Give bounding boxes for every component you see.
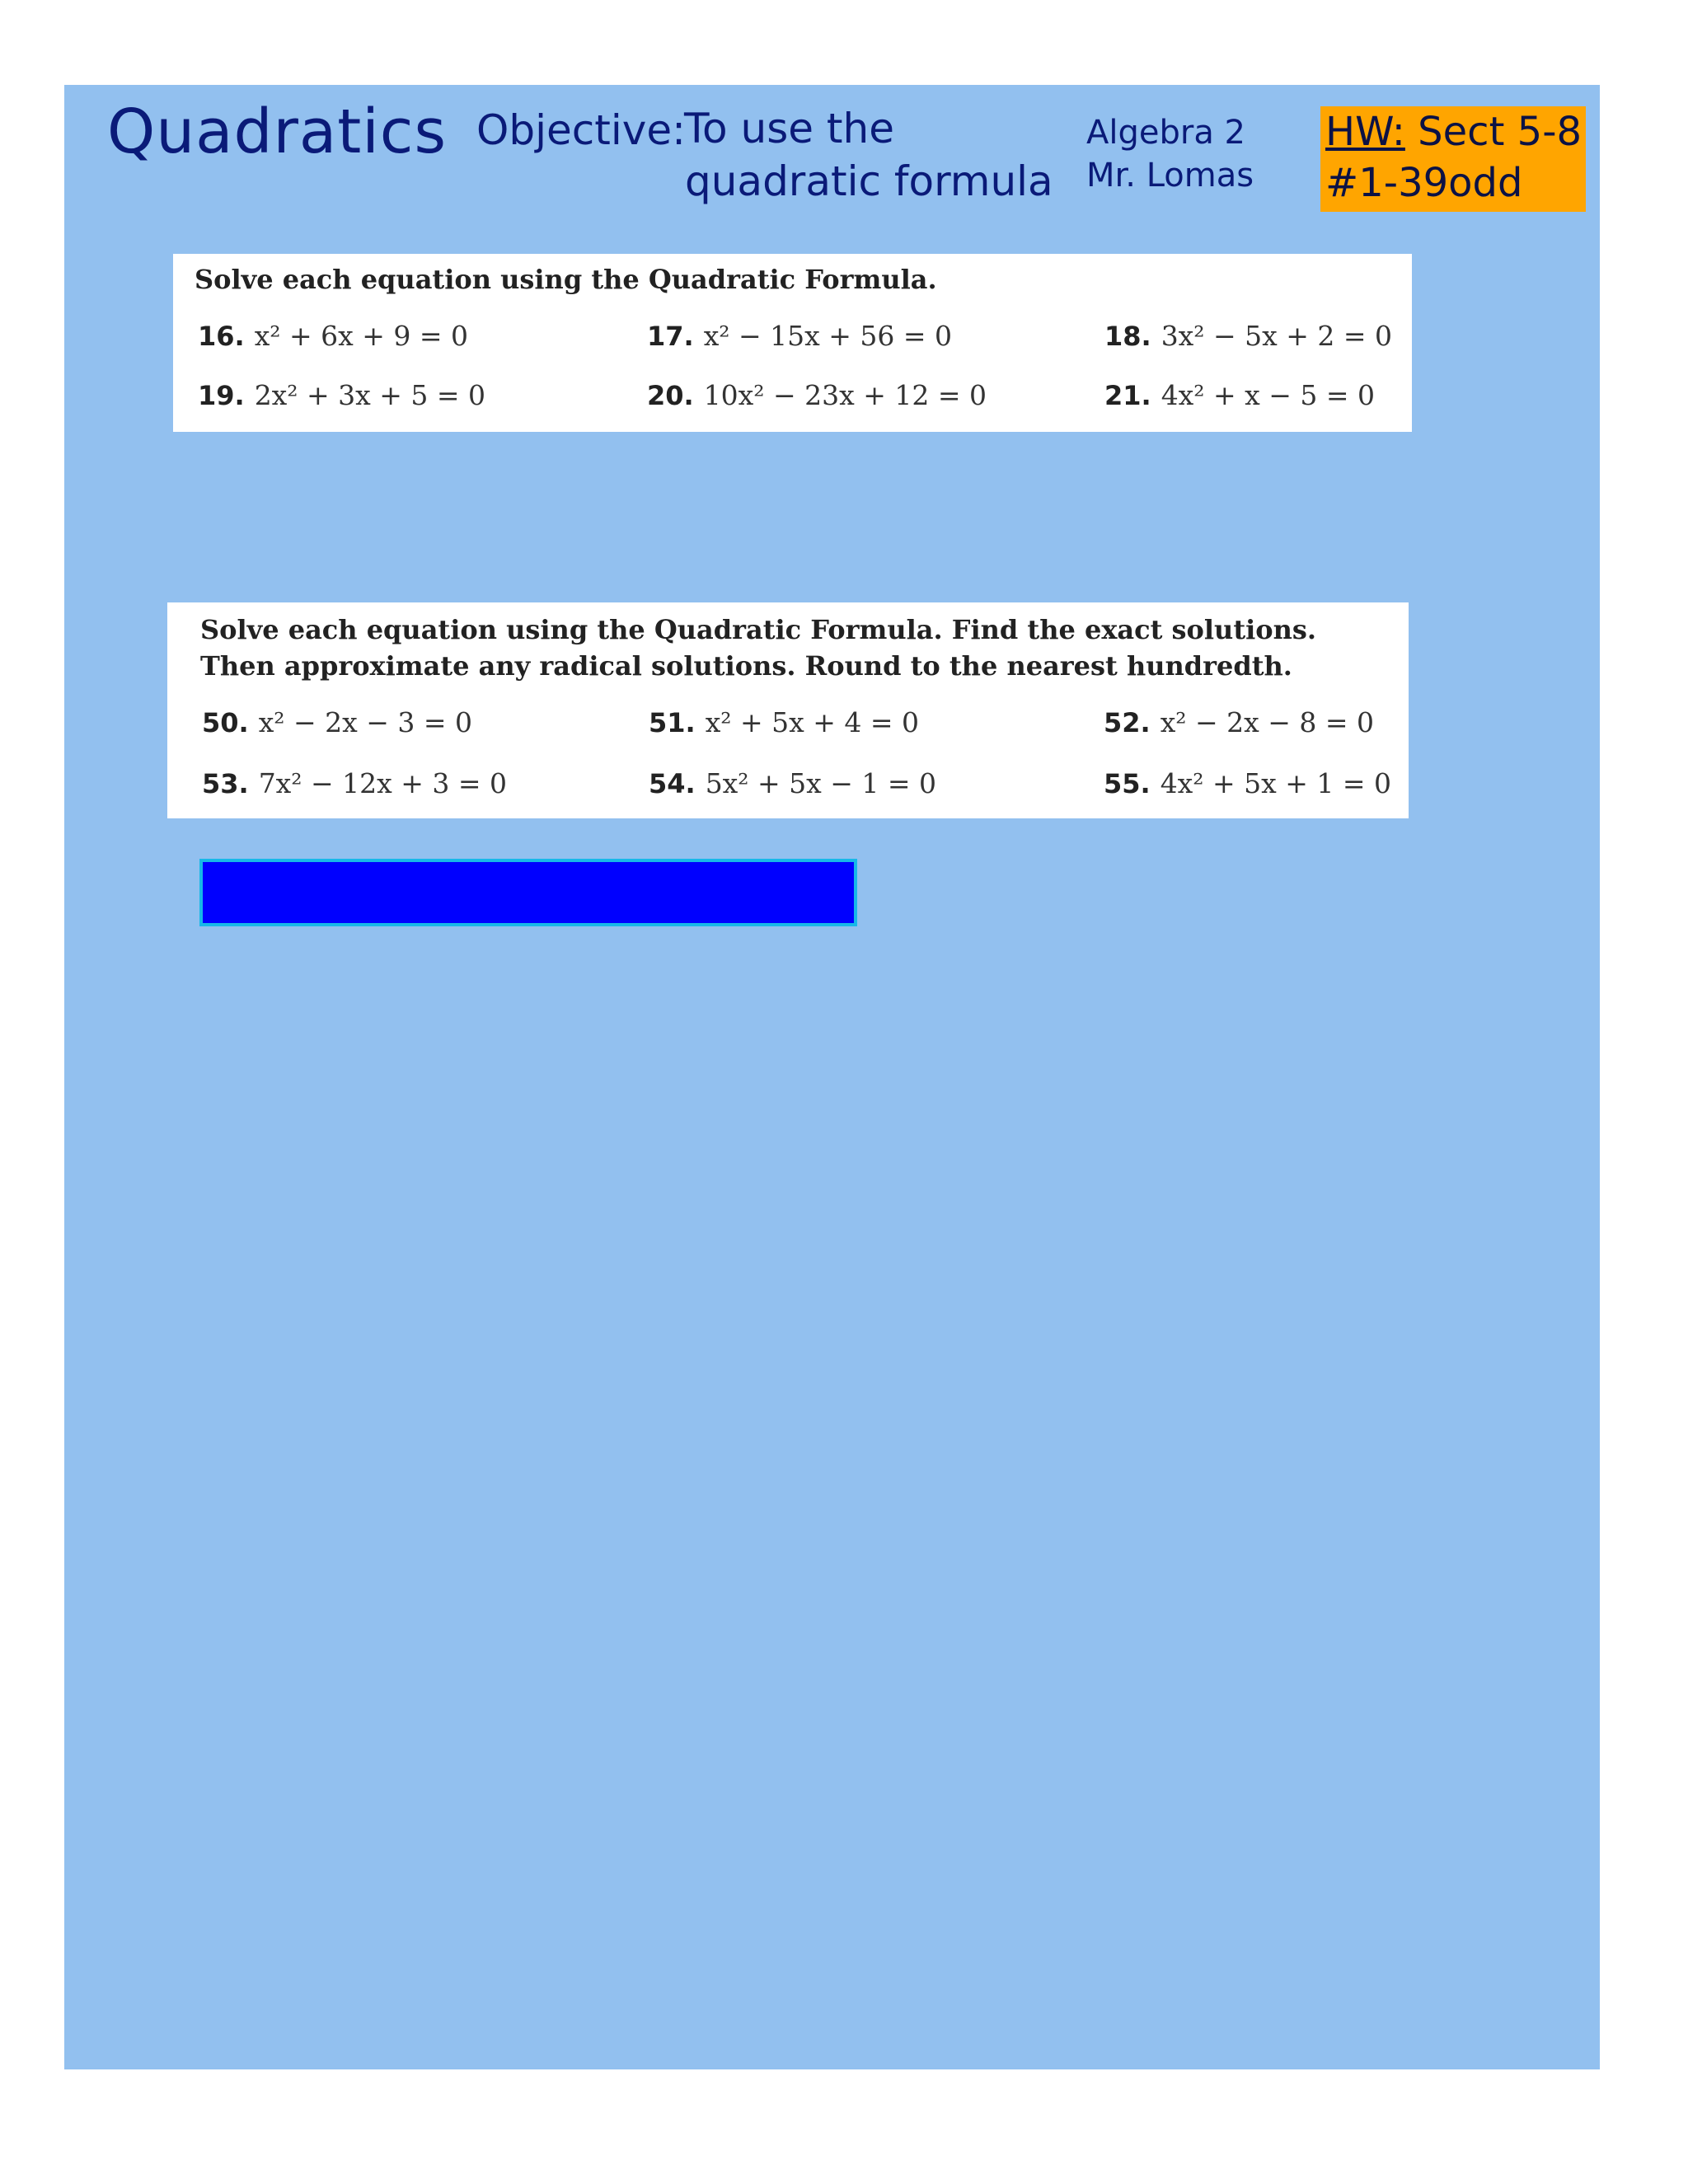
problem-equation: 5x² + 5x − 1 = 0 xyxy=(705,767,937,799)
problem-equation: x² − 2x − 3 = 0 xyxy=(258,706,473,738)
panel-2-instruction-line1: Solve each equation using the Quadratic Formula. Find the exact solutions. xyxy=(200,614,1317,645)
problem-equation: 4x² + x − 5 = 0 xyxy=(1160,379,1376,411)
homework-problems: #1-39odd xyxy=(1325,160,1523,206)
problem-equation: 10x² − 23x + 12 = 0 xyxy=(703,379,987,411)
problem-55 xyxy=(1104,767,1391,799)
problem-number: 16. xyxy=(198,321,245,352)
problem-equation: x² − 2x − 8 = 0 xyxy=(1160,706,1375,738)
blue-rectangle xyxy=(199,859,857,926)
problem-equation: x² + 5x + 4 = 0 xyxy=(705,706,920,738)
problem-equation: x² + 6x + 9 = 0 xyxy=(254,320,469,352)
problem-number: 21. xyxy=(1104,380,1151,411)
problem-number: 53. xyxy=(202,768,249,799)
problem-number: 51. xyxy=(649,707,696,738)
problem-53 xyxy=(202,767,507,799)
problem-20 xyxy=(647,379,987,411)
objective-text-line1: To use the xyxy=(684,105,894,152)
teacher-name: Mr. Lomas xyxy=(1086,157,1254,194)
problem-equation: x² − 15x + 56 = 0 xyxy=(703,320,953,352)
problem-21 xyxy=(1104,379,1375,411)
problem-51 xyxy=(649,706,919,738)
panel-1-instruction: Solve each equation using the Quadratic Formula. xyxy=(195,264,937,295)
problem-number: 18. xyxy=(1104,321,1151,352)
problem-number: 50. xyxy=(202,707,249,738)
problem-equation: 4x² + 5x + 1 = 0 xyxy=(1160,767,1392,799)
homework-badge xyxy=(1320,106,1586,212)
homework-section: Sect 5-8 xyxy=(1404,109,1582,155)
problem-54 xyxy=(649,767,936,799)
problem-16 xyxy=(198,320,468,352)
objective-text-line2: quadratic formula xyxy=(685,157,1053,205)
problem-number: 20. xyxy=(647,380,694,411)
course-name: Algebra 2 xyxy=(1086,114,1245,152)
problem-18 xyxy=(1104,320,1392,352)
problem-19 xyxy=(198,379,485,411)
homework-line1 xyxy=(1325,106,1586,157)
problem-number: 52. xyxy=(1104,707,1151,738)
problem-number: 17. xyxy=(647,321,694,352)
page-title: Quadratics xyxy=(107,96,448,167)
problem-52 xyxy=(1104,706,1374,738)
problem-panel-2 xyxy=(167,602,1409,818)
problem-50 xyxy=(202,706,472,738)
course-info xyxy=(1086,111,1254,197)
problem-equation: 2x² + 3x + 5 = 0 xyxy=(254,379,486,411)
slide xyxy=(64,85,1600,2069)
problem-panel-1 xyxy=(173,254,1412,432)
problem-equation: 3x² − 5x + 2 = 0 xyxy=(1160,320,1393,352)
problem-number: 55. xyxy=(1104,768,1151,799)
homework-label: HW: xyxy=(1325,109,1405,155)
objective-label: Objective: xyxy=(476,106,686,154)
problem-17 xyxy=(647,320,952,352)
panel-2-instruction-line2: Then approximate any radical solutions. Round to the nearest hundredth. xyxy=(200,650,1292,682)
problem-equation: 7x² − 12x + 3 = 0 xyxy=(258,767,508,799)
problem-number: 19. xyxy=(198,380,245,411)
problem-number: 54. xyxy=(649,768,696,799)
